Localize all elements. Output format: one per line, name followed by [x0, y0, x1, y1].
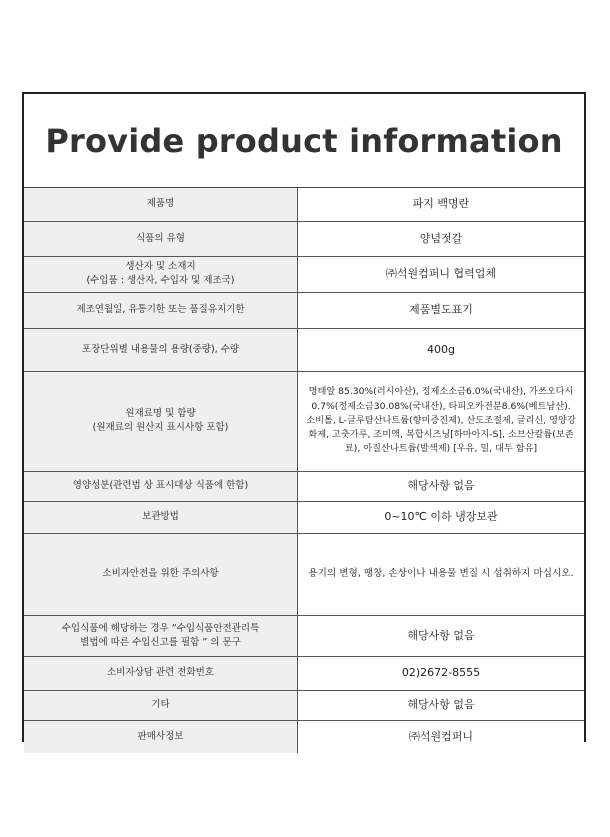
row-value-import-notice: 해당사항 없음	[298, 615, 585, 656]
row-value-product-name: 파지 백명란	[298, 188, 585, 221]
row-value-capacity: 400g	[298, 328, 585, 371]
row-label-seller: 판매사정보	[24, 720, 298, 753]
table-row	[24, 615, 584, 656]
row-label-ingredients: 원재료명 및 함량 (원재료의 원산지 표시사항 포함)	[24, 371, 298, 471]
product-info-table	[24, 188, 584, 753]
row-value-seller: ㈜석원컴퍼니	[298, 720, 585, 753]
row-label-storage: 보관방법	[24, 501, 298, 533]
table-row	[24, 328, 584, 371]
row-value-safety: 용기의 변형, 팽창, 손상이나 내용물 변질 시 섭취하지 마십시오.	[298, 533, 585, 615]
row-label-safety: 소비자안전을 위한 주의사항	[24, 533, 298, 615]
row-value-nutrition: 해당사항 없음	[298, 471, 585, 501]
table-row	[24, 188, 584, 221]
row-label-product-name: 제품명	[24, 188, 298, 221]
page-title: Provide product information	[45, 121, 563, 160]
row-value-producer: ㈜석원컴퍼니 협력업체	[298, 256, 585, 292]
row-label-phone: 소비자상담 관련 전화번호	[24, 656, 298, 690]
row-label-food-type: 식품의 유형	[24, 221, 298, 256]
table-row	[24, 501, 584, 533]
product-info-sheet	[22, 92, 586, 742]
table-row	[24, 292, 584, 328]
row-label-producer: 생산자 및 소재지 (수입품 : 생산자, 수입자 및 제조국)	[24, 256, 298, 292]
row-label-capacity: 포장단위별 내용물의 용량(중량), 수량	[24, 328, 298, 371]
table-row	[24, 690, 584, 720]
page-title-box	[24, 94, 584, 188]
table-row	[24, 720, 584, 753]
table-row	[24, 221, 584, 256]
table-row	[24, 656, 584, 690]
row-value-phone: 02)2672-8555	[298, 656, 585, 690]
row-label-manufacture-date: 제조연월일, 유통기한 또는 품질유지기한	[24, 292, 298, 328]
row-value-etc: 해당사항 없음	[298, 690, 585, 720]
row-value-food-type: 양념젓갈	[298, 221, 585, 256]
row-label-nutrition: 영양성분(관련법 상 표시대상 식품에 한함)	[24, 471, 298, 501]
table-row	[24, 533, 584, 615]
row-value-storage: 0~10℃ 이하 냉장보관	[298, 501, 585, 533]
row-label-import-notice: 수입식품에 해당하는 경우 “수입식품안전관리특 별법에 따른 수입신고를 필함 ” 의 문구	[24, 615, 298, 656]
table-row	[24, 371, 584, 471]
row-label-etc: 기타	[24, 690, 298, 720]
row-value-ingredients: 명태알 85.30%(러시아산), 정제소소금6.0%(국내산), 가쓰오다시 0.7%(정제소금30.08%(국내산), 타피오카전분8.6%(베트남산). 소비톨, L-글루탐산나트륨(향미증진제), 산도조절제, 글리신, 영양강화제, 고춧가루, 조미액, 복합시즈닝[하마아지-S], 소브산칼륨(보존료), 아질산나트륨(발색제) [우유, 밀, 대두 함유]	[298, 371, 585, 471]
table-row	[24, 256, 584, 292]
row-value-manufacture-date: 제품별도표기	[298, 292, 585, 328]
table-row	[24, 471, 584, 501]
